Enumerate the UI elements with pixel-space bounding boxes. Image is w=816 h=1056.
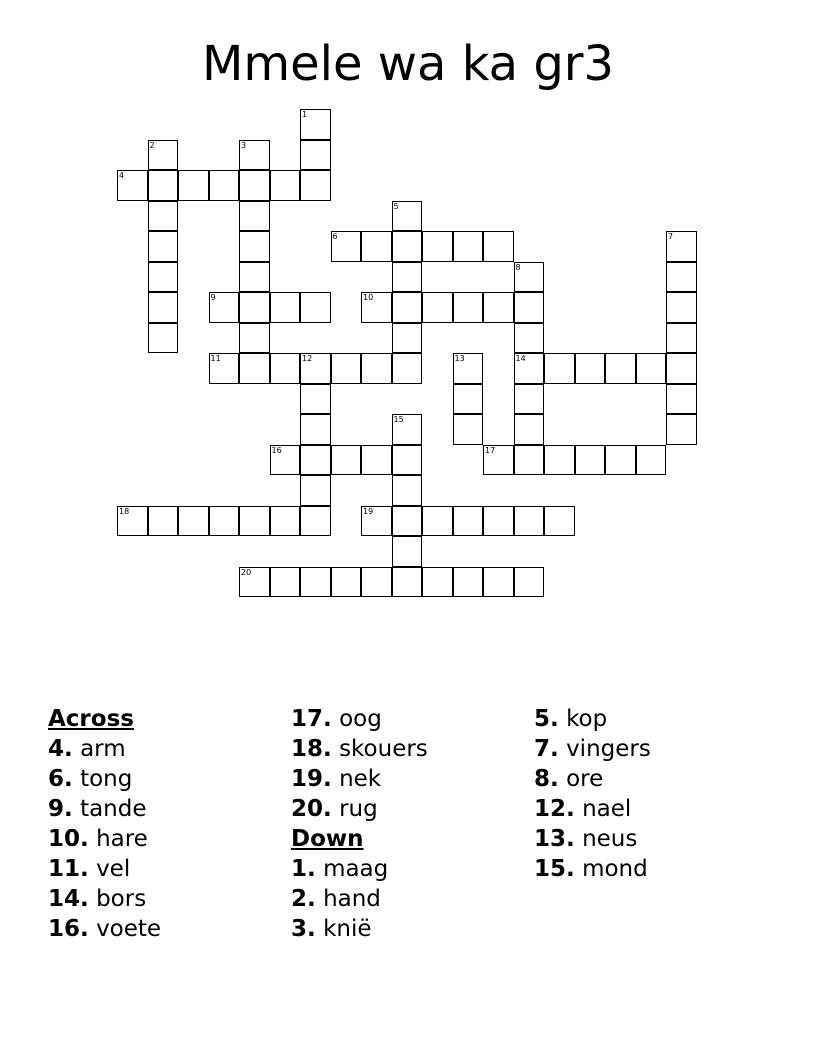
grid-cell[interactable] (361, 292, 392, 323)
grid-cell[interactable] (453, 567, 484, 598)
clue-number-label: 17. (291, 706, 332, 732)
grid-cell[interactable] (575, 445, 606, 476)
grid-cell[interactable] (239, 567, 270, 598)
clue-text: vel (96, 856, 131, 882)
clue-number: 20 (241, 567, 252, 577)
clue-number: 16 (271, 445, 282, 455)
grid-cell[interactable] (361, 445, 392, 476)
clue-number-label: 2. (291, 886, 316, 912)
clue-number-label: 10. (48, 826, 89, 852)
grid-cell[interactable] (483, 231, 514, 262)
grid-cell[interactable] (392, 536, 423, 567)
grid-cell[interactable] (178, 506, 209, 537)
grid-cell[interactable] (300, 506, 331, 537)
clue-text: tong (80, 766, 133, 792)
grid-cell[interactable] (514, 414, 545, 445)
grid-cell[interactable] (300, 292, 331, 323)
grid-cell[interactable] (514, 262, 545, 293)
grid-cell[interactable] (666, 384, 697, 415)
across-heading: Across (48, 706, 134, 732)
grid-cell[interactable] (209, 353, 240, 384)
grid-cell[interactable] (239, 262, 270, 293)
clue-number-label: 5. (534, 706, 559, 732)
clue-text: hand (323, 886, 381, 912)
grid-cell[interactable] (392, 323, 423, 354)
grid-cell[interactable] (117, 506, 148, 537)
clue-item (291, 794, 531, 824)
grid-cell[interactable] (270, 445, 301, 476)
clue-number: 3 (241, 140, 247, 150)
page-title: Mmele wa ka gr3 (201, 36, 615, 92)
grid-cell[interactable] (422, 567, 453, 598)
grid-cell[interactable] (514, 445, 545, 476)
grid-cell[interactable] (392, 506, 423, 537)
clue-number: 15 (393, 415, 404, 424)
clue-number: 9 (210, 293, 216, 302)
clue-number: 8 (515, 262, 521, 272)
grid-cell[interactable] (209, 292, 240, 323)
clue-item (48, 734, 288, 764)
grid-cell[interactable] (392, 201, 423, 232)
grid-cell[interactable] (331, 353, 362, 384)
clue-number: 14 (515, 354, 526, 363)
grid-cell[interactable] (148, 292, 179, 323)
grid-cell[interactable] (483, 292, 514, 323)
grid-cell[interactable] (605, 353, 636, 384)
clue-item (48, 764, 288, 794)
grid-cell[interactable] (331, 445, 362, 476)
clue-text: nek (339, 766, 382, 792)
grid-cell[interactable] (392, 567, 423, 598)
clue-number: 17 (485, 445, 496, 455)
grid-cell[interactable] (392, 445, 423, 476)
grid-cell[interactable] (239, 231, 270, 262)
grid-cell[interactable] (453, 292, 484, 323)
clue-item (48, 914, 288, 944)
grid-cell[interactable] (514, 353, 545, 384)
grid-cell[interactable] (148, 140, 179, 171)
clue-number: 11 (210, 354, 221, 363)
grid-cell[interactable] (422, 292, 453, 323)
grid-cell[interactable] (300, 170, 331, 201)
clue-number: 13 (454, 354, 465, 363)
clue-number: 4 (119, 171, 125, 180)
clue-number-label: 15. (534, 856, 575, 882)
grid-cell[interactable] (148, 262, 179, 293)
clue-number-label: 3. (291, 916, 316, 942)
clue-number-label: 11. (48, 856, 89, 882)
clue-item (291, 734, 531, 764)
grid-cell[interactable] (239, 140, 270, 171)
clue-item (534, 824, 774, 854)
clue-item (291, 854, 531, 884)
clue-text: neus (582, 826, 638, 852)
clue-number-label: 14. (48, 886, 89, 912)
grid-cell[interactable] (422, 231, 453, 262)
clue-text: ore (566, 766, 604, 792)
grid-cell[interactable] (239, 292, 270, 323)
grid-cell[interactable] (239, 201, 270, 232)
grid-cell[interactable] (483, 567, 514, 598)
clue-text: nael (582, 796, 632, 822)
grid-cell[interactable] (361, 567, 392, 598)
clue-number: 18 (119, 506, 130, 516)
clue-item (534, 794, 774, 824)
grid-cell[interactable] (636, 353, 667, 384)
clue-item (534, 704, 774, 734)
clue-item (291, 704, 531, 734)
grid-cell[interactable] (331, 231, 362, 262)
clue-item (534, 734, 774, 764)
grid-cell[interactable] (453, 384, 484, 415)
grid-cell[interactable] (666, 262, 697, 293)
grid-cell[interactable] (514, 384, 545, 415)
clue-number: 7 (668, 232, 674, 241)
clue-text: hare (96, 826, 148, 852)
clue-number-label: 8. (534, 766, 559, 792)
clue-item (48, 854, 288, 884)
grid-cell[interactable] (514, 567, 545, 598)
grid-cell[interactable] (300, 567, 331, 598)
grid-cell[interactable] (392, 262, 423, 293)
clue-text: mond (582, 856, 648, 882)
grid-cell[interactable] (483, 445, 514, 476)
grid-cell[interactable] (453, 353, 484, 384)
grid-cell[interactable] (239, 323, 270, 354)
grid-cell[interactable] (148, 323, 179, 354)
clue-number-label: 18. (291, 736, 332, 762)
grid-cell[interactable] (331, 567, 362, 598)
clue-number-label: 4. (48, 736, 73, 762)
clue-column (291, 704, 531, 944)
grid-cell[interactable] (575, 353, 606, 384)
grid-cell[interactable] (300, 384, 331, 415)
grid-cell[interactable] (636, 445, 667, 476)
grid-cell[interactable] (666, 231, 697, 262)
clue-number: 19 (363, 506, 374, 516)
grid-cell[interactable] (209, 506, 240, 537)
clue-item (48, 884, 288, 914)
grid-cell[interactable] (483, 506, 514, 537)
clue-text: vingers (566, 736, 651, 762)
grid-cell[interactable] (239, 506, 270, 537)
clue-number-label: 16. (48, 916, 89, 942)
clue-text: voete (96, 916, 162, 942)
grid-cell[interactable] (270, 353, 301, 384)
grid-cell[interactable] (453, 414, 484, 445)
grid-cell[interactable] (239, 170, 270, 201)
clue-column (534, 704, 774, 884)
clue-column (48, 704, 288, 944)
grid-cell[interactable] (270, 506, 301, 537)
grid-cell[interactable] (392, 231, 423, 262)
grid-cell[interactable] (300, 353, 331, 384)
grid-cell[interactable] (300, 414, 331, 445)
grid-cell[interactable] (270, 170, 301, 201)
clue-number: 2 (149, 140, 155, 150)
grid-cell[interactable] (392, 414, 423, 445)
grid-cell[interactable] (514, 506, 545, 537)
grid-cell[interactable] (300, 109, 331, 140)
clue-item (534, 854, 774, 884)
grid-cell[interactable] (453, 231, 484, 262)
clue-item (48, 794, 288, 824)
grid-cell[interactable] (361, 231, 392, 262)
grid-cell[interactable] (453, 506, 484, 537)
clue-number-label: 12. (534, 796, 575, 822)
clue-number-label: 19. (291, 766, 332, 792)
clue-number-label: 7. (534, 736, 559, 762)
clue-item (291, 884, 531, 914)
clue-number-label: 13. (534, 826, 575, 852)
clue-item (48, 824, 288, 854)
clue-number-label: 1. (291, 856, 316, 882)
clue-text: tande (80, 796, 147, 822)
grid-cell[interactable] (514, 323, 545, 354)
grid-cell[interactable] (392, 475, 423, 506)
grid-cell[interactable] (148, 231, 179, 262)
down-heading: Down (291, 826, 364, 852)
grid-cell[interactable] (239, 353, 270, 384)
clue-text: bors (96, 886, 147, 912)
grid-cell[interactable] (209, 170, 240, 201)
grid-cell[interactable] (544, 445, 575, 476)
clue-number: 6 (332, 232, 338, 241)
clue-text: skouers (339, 736, 428, 762)
clue-number: 10 (363, 293, 374, 302)
grid-cell[interactable] (148, 170, 179, 201)
grid-cell[interactable] (270, 567, 301, 598)
grid-cell[interactable] (148, 201, 179, 232)
clue-text: rug (339, 796, 378, 822)
grid-cell[interactable] (148, 506, 179, 537)
grid-cell[interactable] (300, 445, 331, 476)
grid-cell[interactable] (666, 353, 697, 384)
clue-text: oog (339, 706, 382, 732)
grid-cell[interactable] (270, 292, 301, 323)
grid-cell[interactable] (544, 506, 575, 537)
clue-number: 1 (302, 110, 308, 119)
clue-number-label: 20. (291, 796, 332, 822)
clue-item (291, 914, 531, 944)
grid-cell[interactable] (605, 445, 636, 476)
grid-cell[interactable] (300, 475, 331, 506)
clue-item (534, 764, 774, 794)
grid-cell[interactable] (666, 414, 697, 445)
grid-cell[interactable] (392, 292, 423, 323)
grid-cell[interactable] (178, 170, 209, 201)
grid-cell[interactable] (666, 292, 697, 323)
clue-number: 5 (393, 201, 399, 211)
clue-text: kop (566, 706, 608, 732)
clue-item (291, 764, 531, 794)
grid-cell[interactable] (514, 292, 545, 323)
clue-number-label: 6. (48, 766, 73, 792)
grid-cell[interactable] (117, 170, 148, 201)
grid-cell[interactable] (544, 353, 575, 384)
clue-number-label: 9. (48, 796, 73, 822)
clue-number: 12 (302, 354, 313, 363)
grid-cell[interactable] (666, 323, 697, 354)
grid-cell[interactable] (392, 353, 423, 384)
grid-cell[interactable] (361, 353, 392, 384)
grid-cell[interactable] (422, 506, 453, 537)
clue-text: knië (323, 916, 372, 942)
clue-text: arm (80, 736, 126, 762)
grid-cell[interactable] (300, 140, 331, 171)
grid-cell[interactable] (361, 506, 392, 537)
clue-text: maag (323, 856, 389, 882)
